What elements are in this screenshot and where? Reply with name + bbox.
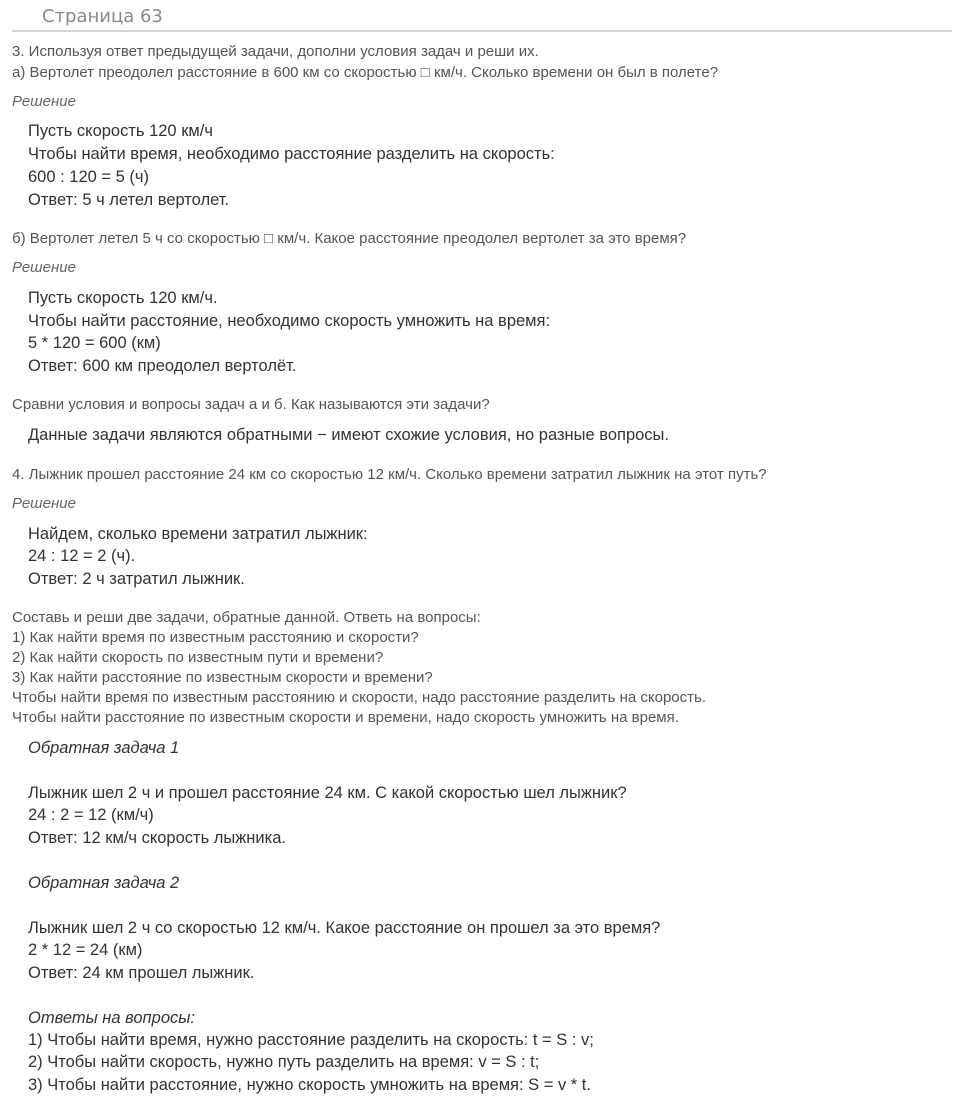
solution-line: Пусть скорость 120 км/ч xyxy=(28,122,213,140)
answers-title: Ответы на вопросы: xyxy=(28,1009,195,1027)
solution-label: Решение xyxy=(12,259,76,276)
solution-line: 5 * 120 = 600 (км) xyxy=(28,334,161,352)
instruction-line: 2) Как найти скорость по известным пути и времени? xyxy=(12,649,384,666)
answer-line: 3) Чтобы найти расстояние, нужно скорость умножить на время: S = v * t. xyxy=(28,1076,591,1094)
instruction-line: Составь и реши две задачи, обратные данной. Ответь на вопросы: xyxy=(12,609,481,626)
inverse-task-1-title: Обратная задача 1 xyxy=(28,739,180,757)
inverse-task-line: Лыжник шел 2 ч со скоростью 12 км/ч. Какое расстояние он прошел за это время? xyxy=(28,919,661,937)
task4-question: 4. Лыжник прошел расстояние 24 км со скоростью 12 км/ч. Сколько времени затратил лыжник на этот путь? xyxy=(12,466,767,483)
solution-answer: Ответ: 600 км преодолел вертолёт. xyxy=(28,357,297,375)
solution-line: Пусть скорость 120 км/ч. xyxy=(28,289,218,307)
solution-line: 600 : 120 = 5 (ч) xyxy=(28,168,149,186)
compare-answer: Данные задачи являются обратными − имеют схожие условия, но разные вопросы. xyxy=(28,426,670,444)
page-header xyxy=(12,4,952,32)
inverse-task-2-title: Обратная задача 2 xyxy=(28,874,180,892)
solution-line: Чтобы найти расстояние, необходимо скорость умножить на время: xyxy=(28,312,551,330)
instruction-line: 1) Как найти время по известным расстоянию и скорости? xyxy=(12,629,419,646)
page-title: Страница 63 xyxy=(42,6,163,27)
solution-label: Решение xyxy=(12,93,76,110)
inverse-task-line: Лыжник шел 2 ч и прошел расстояние 24 км. С какой скоростью шел лыжник? xyxy=(28,784,627,802)
inverse-task-answer: Ответ: 12 км/ч скорость лыжника. xyxy=(28,829,286,847)
task3-a-question: а) Вертолет преодолел расстояние в 600 км со скоростью □ км/ч. Сколько времени он был в полете? xyxy=(12,64,719,81)
task3-intro: 3. Используя ответ предыдущей задачи, дополни условия задач и реши их. xyxy=(12,43,539,60)
solution-label: Решение xyxy=(12,495,76,512)
compare-question: Сравни условия и вопросы задач а и б. Как называются эти задачи? xyxy=(12,396,490,413)
solution-answer: Ответ: 5 ч летел вертолет. xyxy=(28,191,230,209)
instruction-line: Чтобы найти время по известным расстоянию и скорости, надо расстояние разделить на скорость. xyxy=(12,689,706,706)
instruction-line: Чтобы найти расстояние по известным скорости и времени, надо скорость умножить на время. xyxy=(12,709,679,726)
answer-line: 1) Чтобы найти время, нужно расстояние разделить на скорость: t = S : v; xyxy=(28,1031,594,1049)
solution-line: Найдем, сколько времени затратил лыжник: xyxy=(28,525,368,543)
inverse-task-line: 2 * 12 = 24 (км) xyxy=(28,941,143,959)
solution-line: 24 : 12 = 2 (ч). xyxy=(28,547,136,565)
answer-line: 2) Чтобы найти скорость, нужно путь разделить на время: v = S : t; xyxy=(28,1053,540,1071)
inverse-task-answer: Ответ: 24 км прошел лыжник. xyxy=(28,964,255,982)
solution-line: Чтобы найти время, необходимо расстояние разделить на скорость: xyxy=(28,145,555,163)
inverse-task-line: 24 : 2 = 12 (км/ч) xyxy=(28,806,154,824)
instruction-line: 3) Как найти расстояние по известным скорости и времени? xyxy=(12,669,433,686)
task3-b-question: б) Вертолет летел 5 ч со скоростью □ км/ч. Какое расстояние преодолел вертолет за это время? xyxy=(12,230,687,247)
solution-answer: Ответ: 2 ч затратил лыжник. xyxy=(28,570,245,588)
